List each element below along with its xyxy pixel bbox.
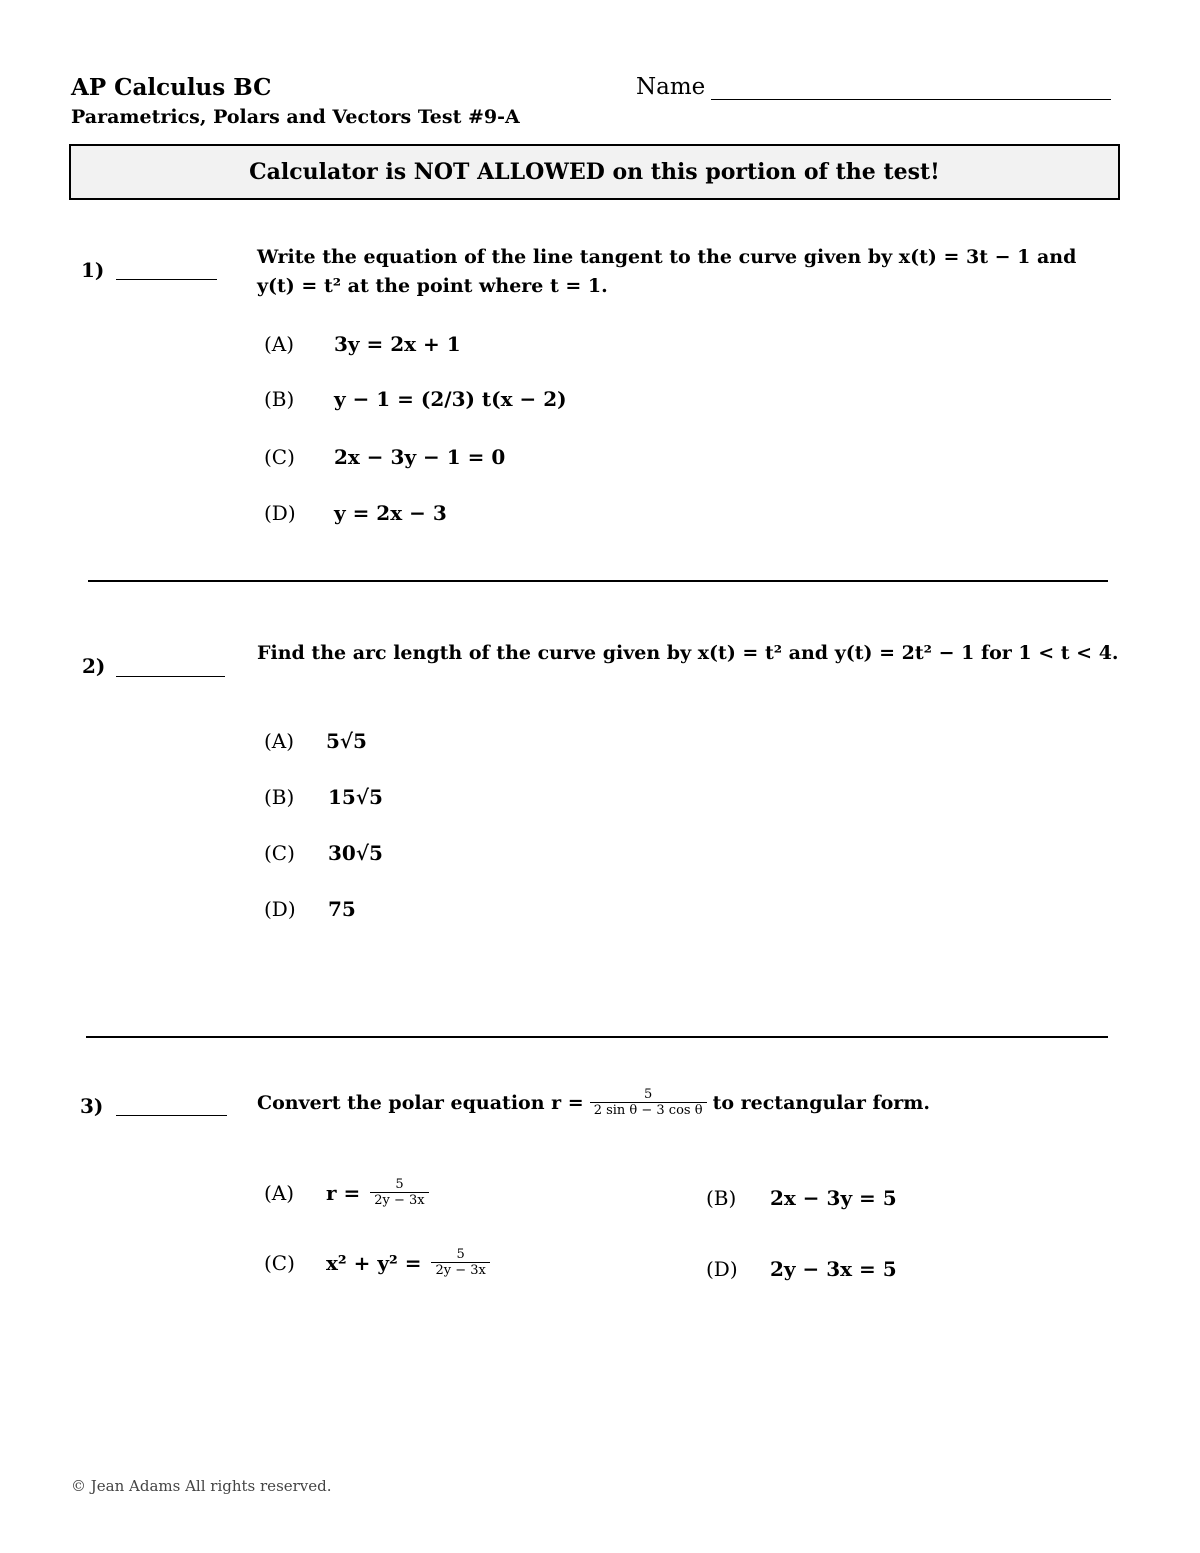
choice-text: 5√5 xyxy=(326,729,367,753)
fraction-denominator: 2 sin θ − 3 cos θ xyxy=(590,1102,707,1118)
calculator-banner: Calculator is NOT ALLOWED on this portion of the test! xyxy=(69,144,1120,200)
choice-letter: (B) xyxy=(264,387,295,411)
choice-letter: (A) xyxy=(264,332,295,356)
fraction-numerator: 5 xyxy=(643,1087,653,1102)
question-3-text-after: to rectangular form. xyxy=(712,1091,931,1114)
question-1-text-line1: Write the equation of the line tangent to the curve given by x(t) = 3t − 1 and xyxy=(257,246,1077,268)
section-divider-2 xyxy=(86,1036,1108,1038)
name-blank-line[interactable] xyxy=(711,79,1111,100)
choice-text: 75 xyxy=(328,897,356,921)
question-3-text xyxy=(257,1088,930,1118)
question-1-answer-blank[interactable] xyxy=(116,278,217,280)
choice-text: 2y − 3x = 5 xyxy=(770,1257,897,1281)
question-2-choice-b[interactable] xyxy=(264,785,383,809)
question-1-choice-c[interactable] xyxy=(264,445,505,469)
choice-letter: (B) xyxy=(706,1186,737,1210)
question-1-choice-d[interactable] xyxy=(264,501,447,525)
choice-letter: (B) xyxy=(264,785,295,809)
choice-letter: (C) xyxy=(264,1251,295,1275)
copyright-footer: © Jean Adams All rights reserved. xyxy=(71,1477,332,1495)
fraction-numerator: 5 xyxy=(395,1177,404,1192)
choice-text: 2x − 3y = 5 xyxy=(770,1186,897,1210)
question-2-number: 2) xyxy=(82,654,106,678)
name-field xyxy=(636,74,1111,100)
question-3-number: 3) xyxy=(80,1094,104,1118)
fraction-numerator: 5 xyxy=(456,1247,465,1262)
choice-text: 2x − 3y − 1 = 0 xyxy=(334,445,506,469)
question-1-text-line2: y(t) = t² at the point where t = 1. xyxy=(257,275,608,297)
question-3-choice-a[interactable] xyxy=(264,1178,432,1208)
choice-text: 3y = 2x + 1 xyxy=(334,332,461,356)
choice-letter: (D) xyxy=(264,501,296,525)
name-label: Name xyxy=(636,74,706,100)
choice-text: x² + y² = xyxy=(326,1251,422,1275)
choice-text: y = 2x − 3 xyxy=(334,501,447,525)
question-3-answer-blank[interactable] xyxy=(116,1114,227,1116)
fraction-denominator: 2y − 3x xyxy=(431,1262,489,1278)
question-2-choice-d[interactable] xyxy=(264,897,356,921)
choice-text: 15√5 xyxy=(328,785,383,809)
choice-letter: (D) xyxy=(706,1257,738,1281)
course-title: AP Calculus BC xyxy=(71,74,272,101)
fraction-denominator: 2y − 3x xyxy=(370,1192,428,1208)
question-1-choice-a[interactable] xyxy=(264,332,461,356)
choice-letter: (A) xyxy=(264,729,295,753)
choice-text: 30√5 xyxy=(328,841,383,865)
question-1-choice-b[interactable] xyxy=(264,387,567,411)
question-3-choice-c[interactable] xyxy=(264,1248,493,1278)
question-2-text: Find the arc length of the curve given by x(t) = t² and y(t) = 2t² − 1 for 1 < t < 4. xyxy=(257,642,1119,664)
question-2-answer-blank[interactable] xyxy=(116,675,225,677)
choice-text: r = xyxy=(326,1181,361,1205)
test-subtitle: Parametrics, Polars and Vectors Test #9-A xyxy=(71,106,520,128)
choice-letter: (C) xyxy=(264,841,295,865)
choice-fraction xyxy=(370,1178,428,1208)
choice-letter: (D) xyxy=(264,897,296,921)
question-2-choice-c[interactable] xyxy=(264,841,383,865)
section-divider-1 xyxy=(88,580,1108,582)
choice-letter: (C) xyxy=(264,445,295,469)
question-3-fraction xyxy=(590,1088,707,1118)
question-3-choice-b[interactable] xyxy=(706,1186,897,1210)
question-3-choice-d[interactable] xyxy=(706,1257,897,1281)
choice-fraction xyxy=(431,1248,489,1278)
question-3-text-before: Convert the polar equation r = xyxy=(257,1091,584,1114)
choice-text: y − 1 = (2/3) t(x − 2) xyxy=(334,387,567,411)
choice-letter: (A) xyxy=(264,1181,295,1205)
question-1-number: 1) xyxy=(81,258,105,282)
question-2-choice-a[interactable] xyxy=(264,729,367,753)
